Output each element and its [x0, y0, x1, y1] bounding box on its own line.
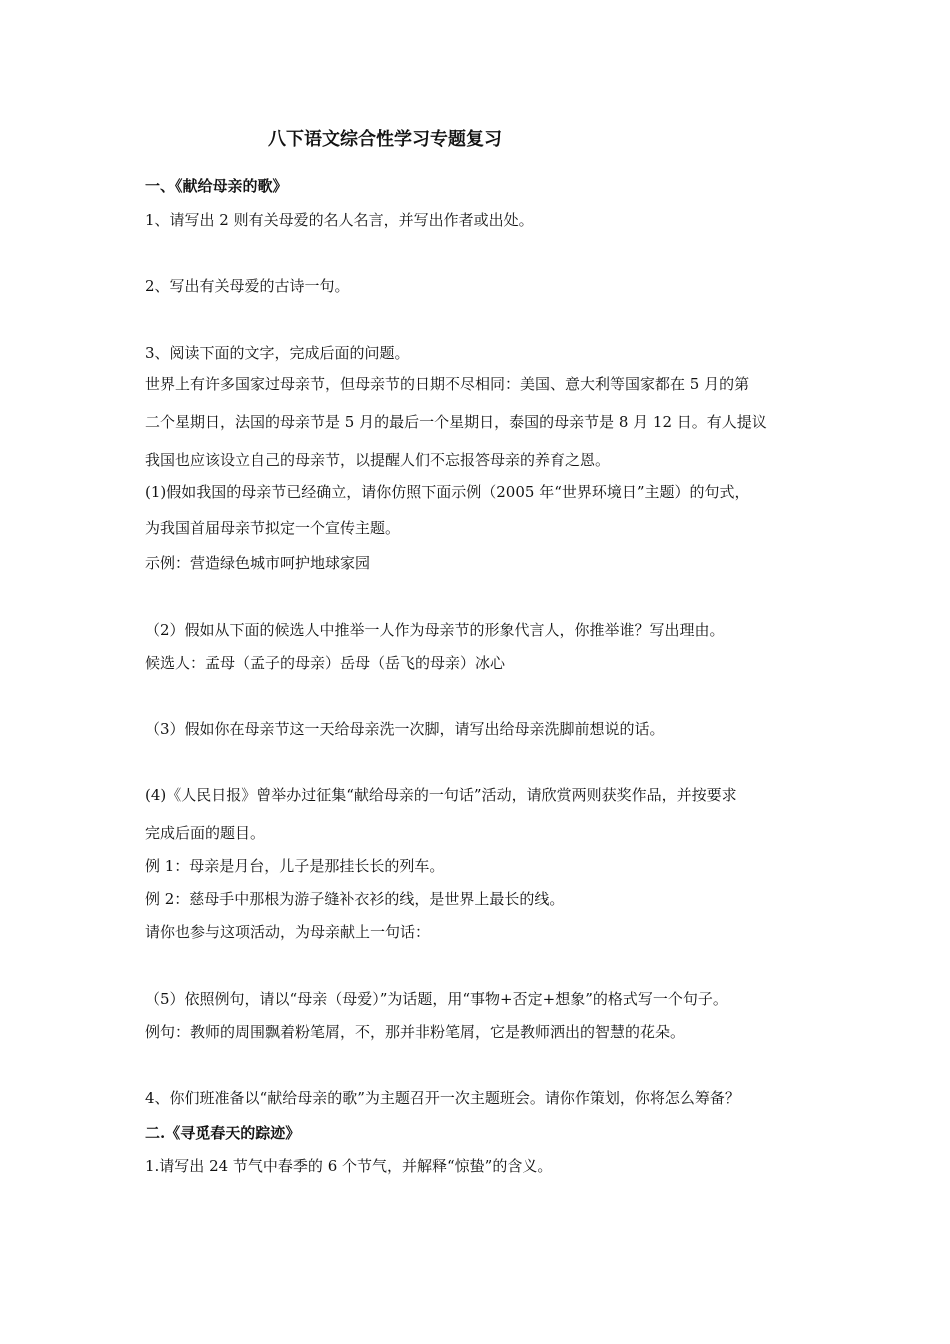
sub-question-4-example-2: 例 2：慈母手中那根为游子缝补衣衫的线，是世界上最长的线。	[145, 890, 565, 908]
sub-question-2-candidates: 候选人：孟母（孟子的母亲）岳母（岳飞的母亲）冰心	[145, 654, 506, 672]
sub-question-4-cont: 完成后面的题目。	[145, 824, 266, 842]
passage-line: 世界上有许多国家过母亲节，但母亲节的日期不尽相同：美国、意大利等国家都在 5 月的第	[145, 375, 750, 393]
sub-question-1-cont: 为我国首届母亲节拟定一个宣传主题。	[145, 519, 401, 537]
question-4: 4、你们班准备以“献给母亲的歌”为主题召开一次主题班会。请你作策划，你将怎么筹备？	[145, 1089, 740, 1107]
section-2-question-1: 1.请写出 24 节气中春季的 6 个节气，并解释“惊蛰”的含义。	[145, 1157, 553, 1175]
sub-question-4-example-1: 例 1：母亲是月台，儿子是那挂长长的列车。	[145, 857, 445, 875]
sub-question-1: (1)假如我国的母亲节已经确立，请你仿照下面示例（2005 年“世界环境日”主题）的句式，	[145, 483, 750, 501]
passage-line: 二个星期日，法国的母亲节是 5 月的最后一个星期日，泰国的母亲节是 8 月 12 日。有人提议	[145, 413, 767, 431]
document-title: 八下语文综合性学习专题复习	[268, 129, 502, 150]
sub-question-4-prompt: 请你也参与这项活动，为母亲献上一句话：	[145, 923, 431, 941]
question-3: 3、阅读下面的文字，完成后面的问题。	[145, 344, 410, 362]
sub-question-5-example: 例句：教师的周围飘着粉笔屑，不，那并非粉笔屑，它是教师洒出的智慧的花朵。	[145, 1023, 686, 1041]
section-heading-2: 二.《寻觅春天的踪迹》	[145, 1124, 301, 1142]
sub-question-3: （3）假如你在母亲节这一天给母亲洗一次脚，请写出给母亲洗脚前想说的话。	[145, 720, 665, 738]
sub-question-4: (4)《人民日报》曾举办过征集“献给母亲的一句话”活动，请欣赏两则获奖作品，并按要求	[145, 786, 737, 804]
question-1: 1、请写出 2 则有关母爱的名人名言，并写出作者或出处。	[145, 211, 534, 229]
sub-question-5: （5）依照例句，请以“母亲（母爱）”为话题，用“事物+否定+想象”的格式写一个句子。	[145, 990, 728, 1008]
section-heading-1: 一、《献给母亲的歌》	[145, 177, 288, 195]
question-2: 2、写出有关母爱的古诗一句。	[145, 277, 350, 295]
passage-line: 我国也应该设立自己的母亲节，以提醒人们不忘报答母亲的养育之恩。	[145, 451, 611, 469]
sub-question-2: （2）假如从下面的候选人中推举一人作为母亲节的形象代言人，你推举谁？写出理由。	[145, 621, 725, 639]
sub-question-1-example: 示例：营造绿色城市呵护地球家园	[145, 554, 371, 572]
